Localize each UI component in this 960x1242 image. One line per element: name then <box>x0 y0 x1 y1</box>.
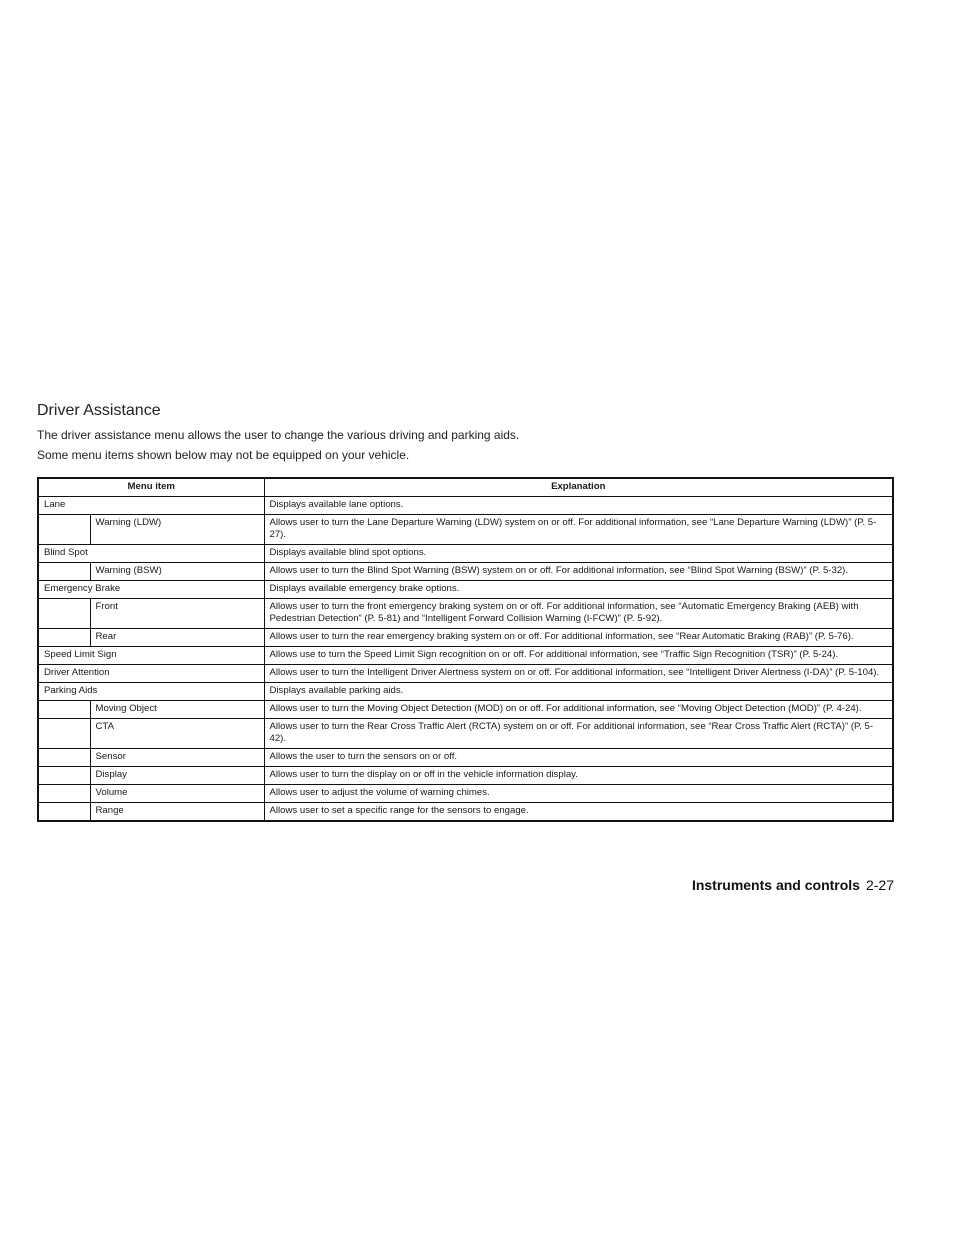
submenu-item-warning-ldw: Warning (LDW) <box>90 515 264 545</box>
submenu-item-cta: CTA <box>90 719 264 749</box>
intro-paragraph: The driver assistance menu allows the user to change the various driving and parking aids. <box>37 428 520 442</box>
submenu-item-front: Front <box>90 599 264 629</box>
table-row <box>38 683 893 701</box>
explanation-cell: Allows user to turn the Blind Spot Warning (BSW) system on or off. For additional information, see “Blind Spot Warning (BSW)” (P. 5-32). <box>264 563 893 581</box>
indent-cell <box>38 599 90 629</box>
table-row <box>38 767 893 785</box>
indent-cell <box>38 515 90 545</box>
indent-cell <box>38 629 90 647</box>
table-row <box>38 665 893 683</box>
menu-item-parking-aids: Parking Aids <box>38 683 264 701</box>
section-heading: Driver Assistance <box>37 402 161 419</box>
equipment-note: Some menu items shown below may not be equipped on your vehicle. <box>37 448 410 462</box>
table-row <box>38 749 893 767</box>
submenu-item-range: Range <box>90 803 264 822</box>
explanation-cell: Displays available lane options. <box>264 497 893 515</box>
table-row <box>38 701 893 719</box>
table-row <box>38 545 893 563</box>
explanation-header: Explanation <box>264 478 893 497</box>
menu-item-lane: Lane <box>38 497 264 515</box>
indent-cell <box>38 701 90 719</box>
explanation-cell: Allows user to turn the Rear Cross Traffic Alert (RCTA) system on or off. For additional information, see “Rear Cross Traffic Alert (RCTA)” (P. 5-42). <box>264 719 893 749</box>
submenu-item-display: Display <box>90 767 264 785</box>
table-row <box>38 629 893 647</box>
submenu-item-moving-object: Moving Object <box>90 701 264 719</box>
explanation-cell: Allows user to turn the Intelligent Driver Alertness system on or off. For additional information, see “Intelligent Driver Alertness (I-DA)” (P. 5-104). <box>264 665 893 683</box>
indent-cell <box>38 719 90 749</box>
menu-item-emergency-brake: Emergency Brake <box>38 581 264 599</box>
menu-item-blind-spot: Blind Spot <box>38 545 264 563</box>
explanation-cell: Displays available parking aids. <box>264 683 893 701</box>
submenu-item-rear: Rear <box>90 629 264 647</box>
indent-cell <box>38 803 90 822</box>
submenu-item-warning-bsw: Warning (BSW) <box>90 563 264 581</box>
explanation-cell: Allows user to turn the Moving Object Detection (MOD) on or off. For additional information, see “Moving Object Detection (MOD)” (P. 4-24). <box>264 701 893 719</box>
explanation-cell: Allows user to turn the front emergency braking system on or off. For additional information, see “Automatic Emergency Braking (AEB) with Pedestrian Detection” (P. 5-81) and “Intelligent Forward Collision Warning (I-FCW)” (P. 5-92). <box>264 599 893 629</box>
explanation-cell: Allows user to adjust the volume of warning chimes. <box>264 785 893 803</box>
table-row <box>38 563 893 581</box>
explanation-cell: Displays available blind spot options. <box>264 545 893 563</box>
table-row <box>38 647 893 665</box>
indent-cell <box>38 749 90 767</box>
explanation-cell: Allows user to turn the display on or off in the vehicle information display. <box>264 767 893 785</box>
menu-item-driver-attention: Driver Attention <box>38 665 264 683</box>
submenu-item-sensor: Sensor <box>90 749 264 767</box>
table-row <box>38 599 893 629</box>
menu-table <box>37 477 894 822</box>
indent-cell <box>38 563 90 581</box>
table-row <box>38 581 893 599</box>
table-header-row <box>38 478 893 497</box>
submenu-item-volume: Volume <box>90 785 264 803</box>
footer-section-title: Instruments and controls <box>691 877 860 893</box>
explanation-cell: Allows use to turn the Speed Limit Sign recognition on or off. For additional information, see “Traffic Sign Recognition (TSR)” (P. 5-24). <box>264 647 893 665</box>
table-row <box>38 719 893 749</box>
page-number: 2-27 <box>865 877 894 893</box>
explanation-cell: Allows user to turn the rear emergency braking system on or off. For additional information, see “Rear Automatic Braking (RAB)” (P. 5-76). <box>264 629 893 647</box>
table-row <box>38 785 893 803</box>
explanation-cell: Allows user to set a specific range for the sensors to engage. <box>264 803 893 822</box>
table-row <box>38 497 893 515</box>
table-row <box>38 515 893 545</box>
menu-item-speed-limit-sign: Speed Limit Sign <box>38 647 264 665</box>
indent-cell <box>38 767 90 785</box>
explanation-cell: Allows the user to turn the sensors on or off. <box>264 749 893 767</box>
explanation-cell: Allows user to turn the Lane Departure Warning (LDW) system on or off. For additional information, see “Lane Departure Warning (LDW)” (P. 5-27). <box>264 515 893 545</box>
explanation-cell: Displays available emergency brake options. <box>264 581 893 599</box>
table-row <box>38 803 893 822</box>
menu-item-header: Menu item <box>38 478 264 497</box>
indent-cell <box>38 785 90 803</box>
page-footer <box>692 877 894 893</box>
